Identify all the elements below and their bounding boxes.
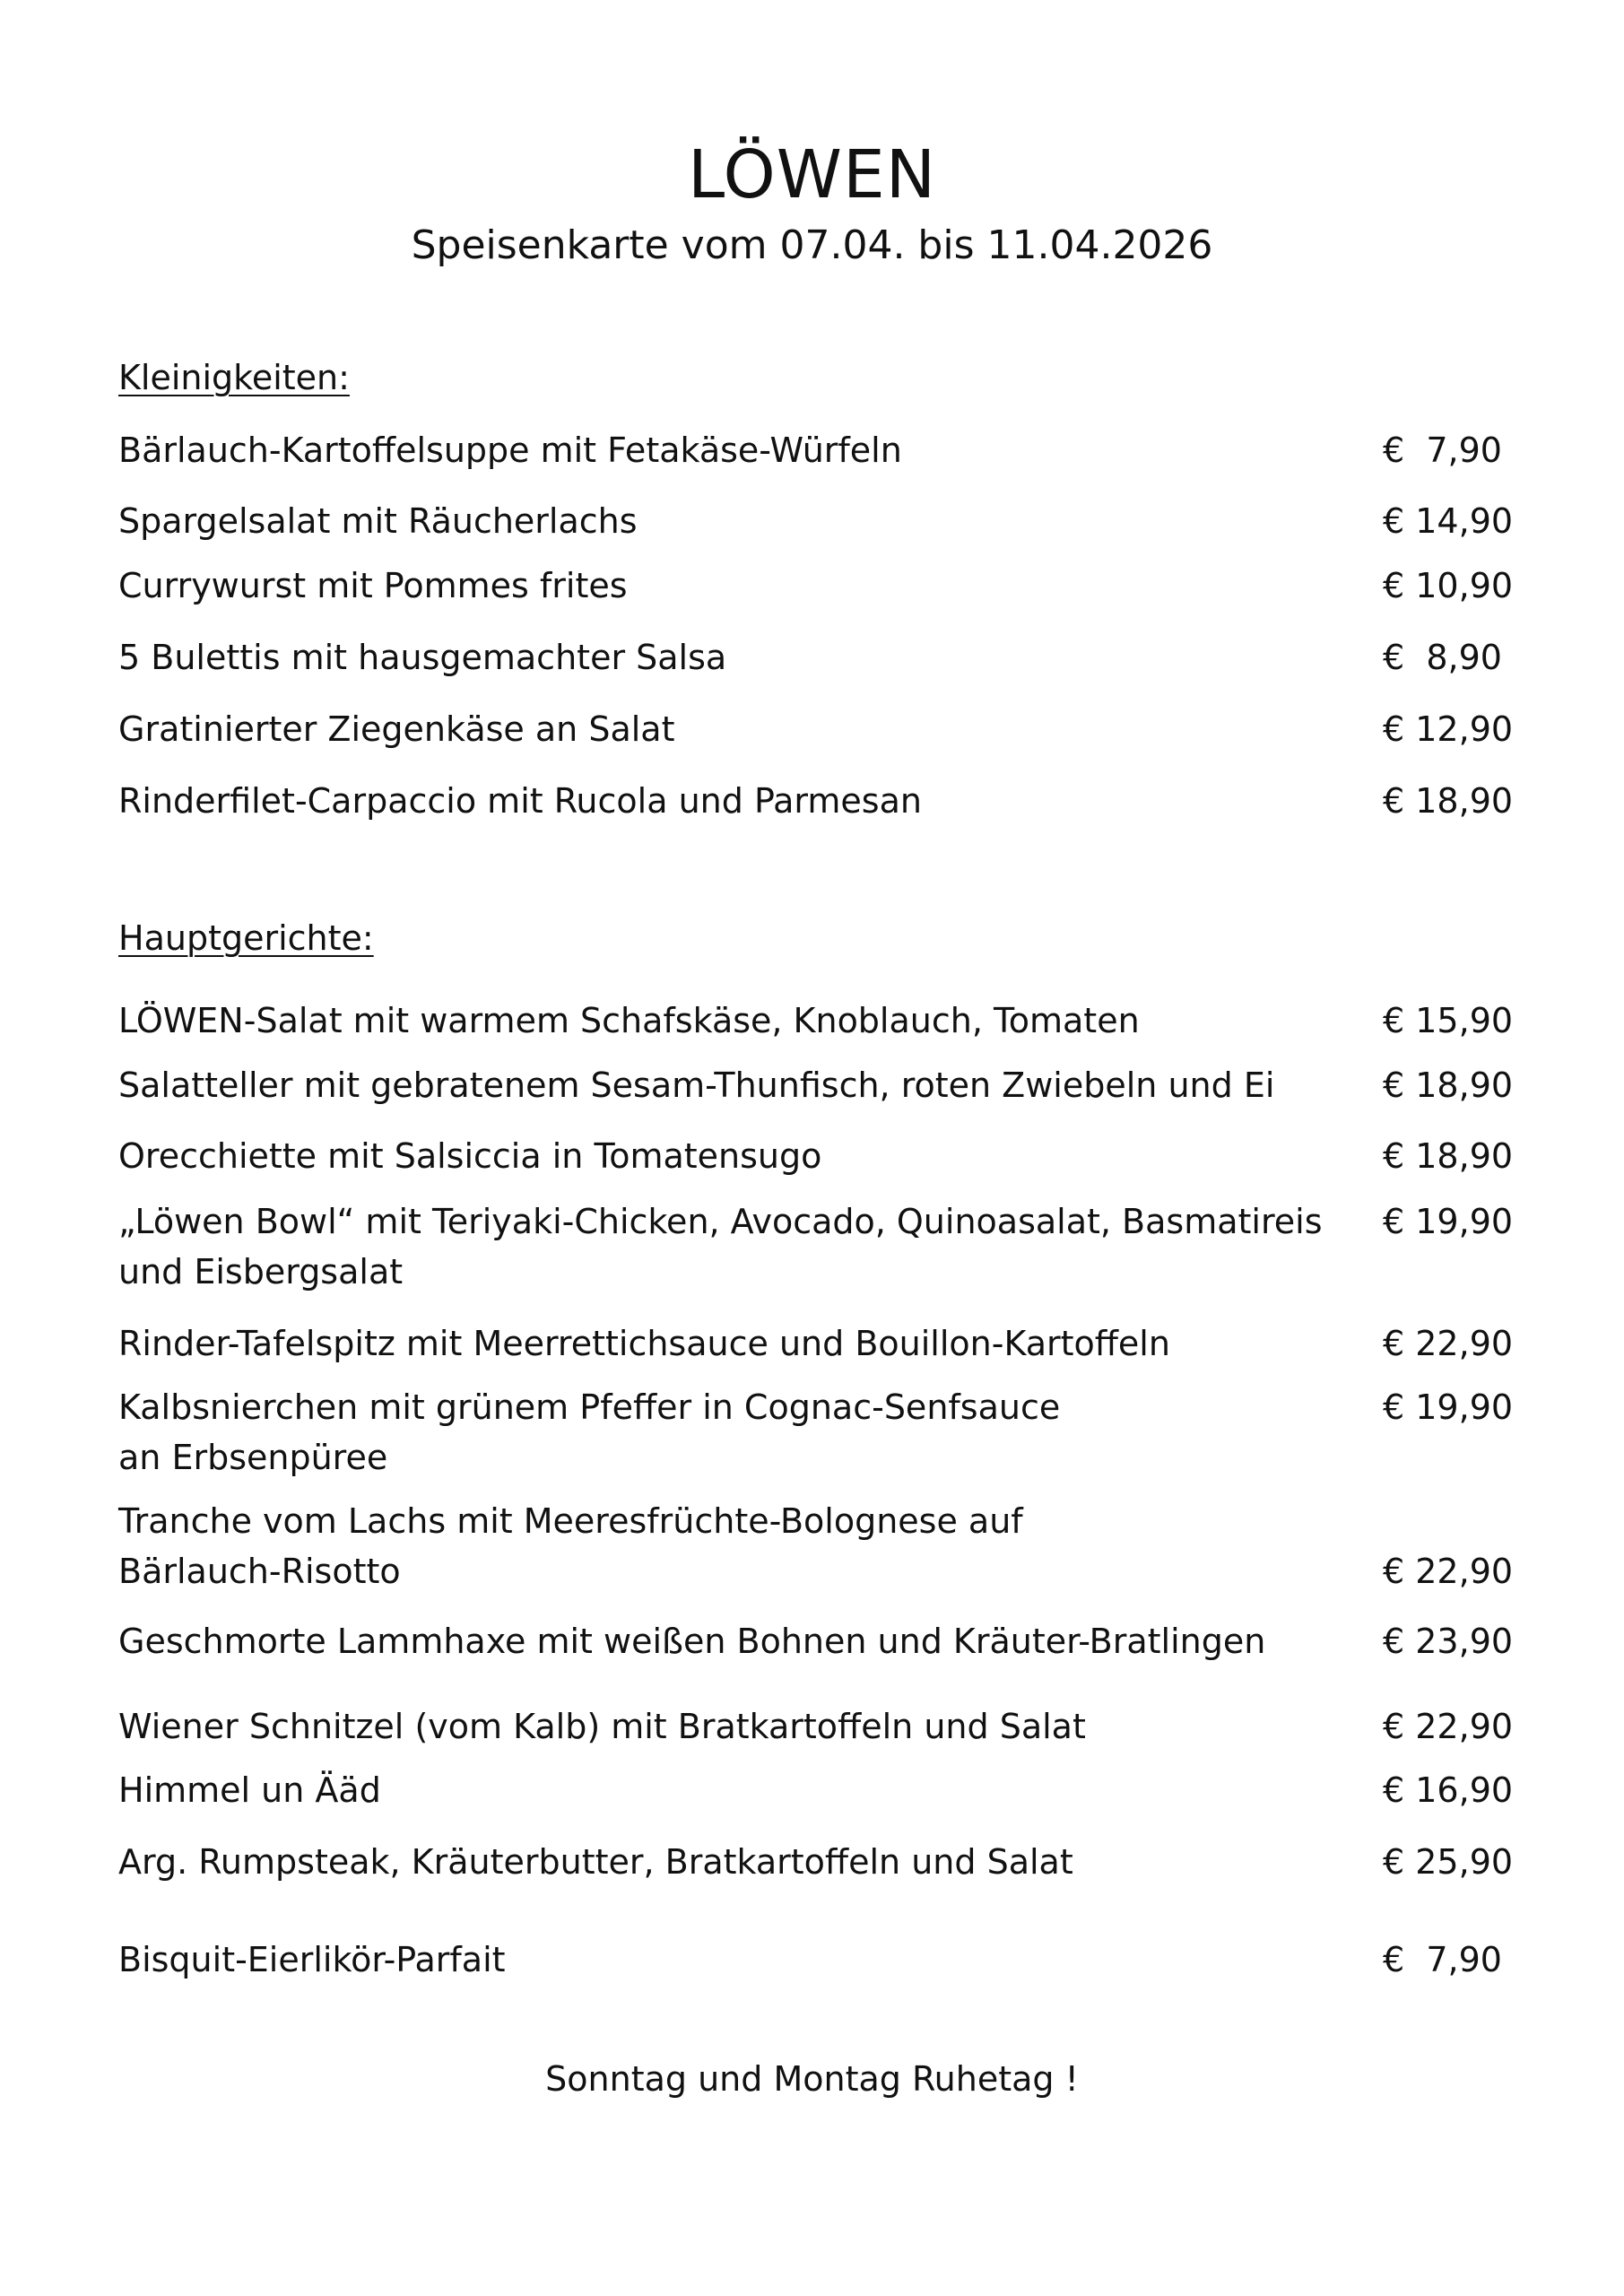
menu-item-name: Spargelsalat mit Räucherlachs bbox=[118, 501, 638, 541]
menu-item-price: € 22,90 bbox=[1383, 1707, 1514, 1746]
menu-item-price: € 22,90 bbox=[1383, 1324, 1514, 1363]
menu-item-name: Salatteller mit gebratenem Sesam-Thunfisch, roten Zwiebeln und Ei bbox=[118, 1065, 1275, 1105]
menu-item-price: € 15,90 bbox=[1383, 1001, 1514, 1040]
menu-item-name: LÖWEN-Salat mit warmem Schafskäse, Knoblauch, Tomaten bbox=[118, 1001, 1140, 1040]
menu-date-range: Speisenkarte vom 07.04. bis 11.04.2026 bbox=[411, 222, 1213, 268]
menu-item-price: € 25,90 bbox=[1383, 1842, 1514, 1882]
menu-item-name: „Löwen Bowl“ mit Teriyaki-Chicken, Avocado, Quinoasalat, Basmatireis und Eisbergsalat bbox=[118, 1202, 1323, 1292]
menu-item-price: € 8,90 bbox=[1383, 638, 1502, 677]
menu-item-price: € 12,90 bbox=[1383, 709, 1514, 749]
menu-item-price: € 10,90 bbox=[1383, 566, 1514, 605]
section-heading-mains: Hauptgerichte: bbox=[118, 918, 374, 958]
menu-item-name: Himmel un Ääd bbox=[118, 1770, 381, 1810]
menu-item-name: Wiener Schnitzel (vom Kalb) mit Bratkartoffeln und Salat bbox=[118, 1707, 1086, 1746]
menu-item-name: Kalbsnierchen mit grünem Pfeffer in Cognac-Senfsauce an Erbsenpüree bbox=[118, 1387, 1061, 1477]
menu-item-price: € 14,90 bbox=[1383, 501, 1514, 541]
menu-item-name: Orecchiette mit Salsiccia in Tomatensugo bbox=[118, 1136, 822, 1176]
menu-item-price: € 22,90 bbox=[1383, 1552, 1514, 1591]
menu-item-name: Rinderfilet-Carpaccio mit Rucola und Parmesan bbox=[118, 781, 922, 821]
menu-item-name: Rinder-Tafelspitz mit Meerrettichsauce und Bouillon-Kartoffeln bbox=[118, 1324, 1170, 1363]
closing-days-note: Sonntag und Montag Ruhetag ! bbox=[545, 2059, 1079, 2099]
menu-item-price: € 18,90 bbox=[1383, 1136, 1514, 1176]
menu-item-price: € 16,90 bbox=[1383, 1770, 1514, 1810]
menu-item-price: € 7,90 bbox=[1383, 1940, 1502, 1979]
menu-item-name: Gratinierter Ziegenkäse an Salat bbox=[118, 709, 675, 749]
menu-item-price: € 18,90 bbox=[1383, 1065, 1514, 1105]
menu-item-name: Arg. Rumpsteak, Kräuterbutter, Bratkartoffeln und Salat bbox=[118, 1842, 1073, 1882]
menu-item-name: Currywurst mit Pommes frites bbox=[118, 566, 628, 605]
menu-item-name: Geschmorte Lammhaxe mit weißen Bohnen und Kräuter-Bratlingen bbox=[118, 1622, 1266, 1661]
menu-item-price: € 18,90 bbox=[1383, 781, 1514, 821]
menu-item-price: € 19,90 bbox=[1383, 1387, 1514, 1427]
menu-item-name: Tranche vom Lachs mit Meeresfrüchte-Bolognese auf Bärlauch-Risotto bbox=[118, 1501, 1023, 1591]
menu-item-price: € 23,90 bbox=[1383, 1622, 1514, 1661]
menu-item-name: Bisquit-Eierlikör-Parfait bbox=[118, 1940, 506, 1979]
menu-item-name: 5 Bulettis mit hausgemachter Salsa bbox=[118, 638, 727, 677]
section-heading-starters: Kleinigkeiten: bbox=[118, 358, 350, 397]
menu-item-price: € 19,90 bbox=[1383, 1202, 1514, 1241]
menu-item-name: Bärlauch-Kartoffelsuppe mit Fetakäse-Würfeln bbox=[118, 430, 902, 470]
menu-item-price: € 7,90 bbox=[1383, 430, 1502, 470]
restaurant-title: LÖWEN bbox=[687, 136, 937, 213]
